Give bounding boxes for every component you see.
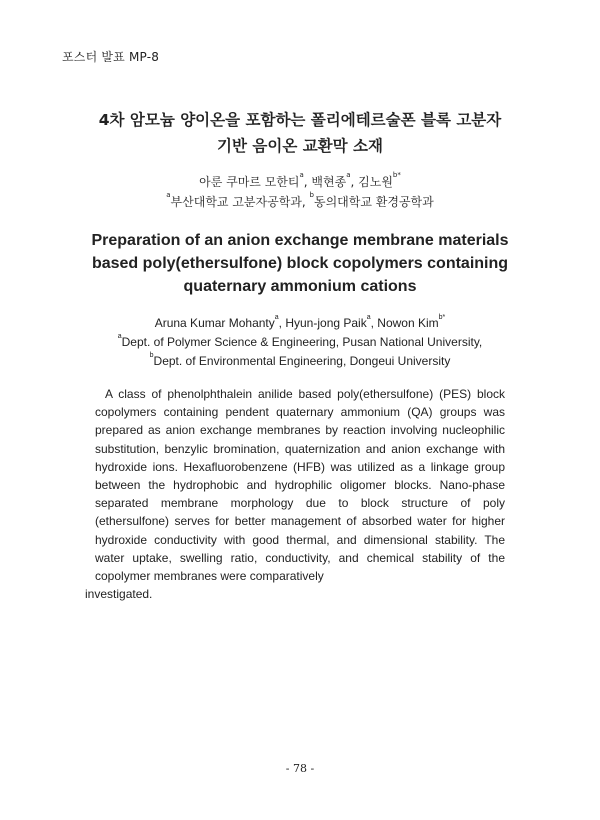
english-author-1: Aruna Kumar Mohanty <box>154 316 275 330</box>
english-author-2-sup: a <box>366 314 371 321</box>
abstract-line: separated membrane morphology due to block structure of poly <box>95 496 505 511</box>
abstract-line: water uptake, swelling ratio, conductivity, and chemical stability of the <box>95 550 505 565</box>
korean-author-1-sup: a <box>299 171 304 179</box>
abstract <box>85 385 505 603</box>
abstract-line: investigated. <box>85 587 153 602</box>
english-title-line-2: based poly(ethersulfone) block copolymers containing <box>91 255 509 272</box>
english-affil-a-text: Dept. of Polymer Science & Engineering, Pusan National University, <box>121 335 483 349</box>
korean-affil-b-sup: b <box>309 191 314 199</box>
abstract-line: copolymers containing pendent quaternary ammonium (QA) groups was <box>95 405 505 420</box>
abstract-line: substitution, benzylic bromination, quaternization and anion exchange with <box>95 441 505 456</box>
korean-author-3: 김노원 <box>358 175 393 189</box>
abstract-line: between the hydrophobic and hydrophilic oligomer blocks. Nano-phase <box>95 477 505 492</box>
korean-author-2-sup: a <box>346 171 351 179</box>
page-number: - 78 - <box>285 762 315 775</box>
korean-author-2: 백현종 <box>311 175 347 189</box>
english-title-line-3: quaternary ammonium cations <box>183 278 417 295</box>
korean-title-line-2: 기반 음이온 교환막 소재 <box>217 137 383 155</box>
english-author-2: Hyun-jong Paik <box>285 316 367 330</box>
abstract-line: hydroxide ions. Hexafluorobenzene (HFB) was utilized as a linkage group <box>95 459 505 474</box>
korean-affil-a: 부산대학교 고분자공학과, <box>170 195 306 209</box>
english-affil-b-text: Dept. of Environmental Engineering, Dongeui University <box>153 354 451 368</box>
korean-affil-a-sup: a <box>166 191 171 199</box>
session-label: 포스터 발표 MP-8 <box>62 50 160 64</box>
english-authors: Aruna Kumar Mohanty$^a$, Hyun-jong Paik$^a$, Nowon Kim$^{b*}$ <box>154 314 446 330</box>
korean-affiliations <box>0 193 600 210</box>
english-affil-b-sup: b <box>149 352 154 359</box>
korean-title-line-1: 4차 암모늄 양이온을 포함하는 폴리에테르술폰 블록 고분자 <box>98 111 502 129</box>
english-title-line-1: Preparation of an anion exchange membrane materials <box>91 232 509 249</box>
abstract-line: (ethersulfone) serves for better management of absorbed water for higher <box>95 514 505 529</box>
korean-authors: 아룬 쿠마르 모한티$^a$, 백현종$^a$, 김노원$^{b*}$ <box>199 171 401 189</box>
abstract-line: hydroxide conductivity with good thermal, and dimensional stability. The <box>95 532 505 547</box>
abstract-line: prepared as anion exchange membranes by reaction involving nucleophilic <box>95 423 505 438</box>
abstract-line: copolymer membranes were comparatively <box>95 568 324 583</box>
korean-author-1: 아룬 쿠마르 모한티 <box>199 175 300 189</box>
english-affil-a-sup: a <box>117 333 122 340</box>
korean-affil-b: 동의대학교 환경공학과 <box>313 195 434 209</box>
english-author-3: Nowon Kim <box>377 316 439 330</box>
english-affiliation-a <box>0 335 600 349</box>
english-affiliation-b <box>0 354 600 368</box>
english-author-3-sup: b* <box>438 314 446 321</box>
abstract-line: A class of phenolphthalein anilide based poly(ethersulfone) (PES) block <box>105 387 505 401</box>
korean-author-3-sup: b* <box>392 171 401 179</box>
english-author-1-sup: a <box>274 314 279 321</box>
